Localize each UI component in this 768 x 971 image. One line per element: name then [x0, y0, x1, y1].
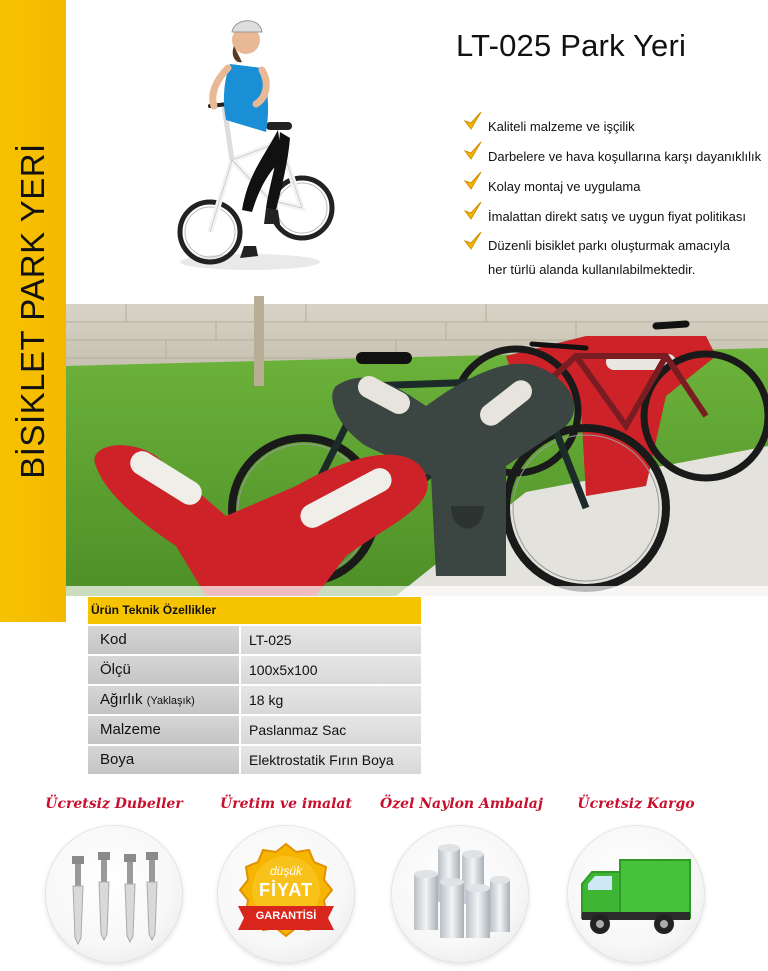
spec-value: LT-025: [241, 626, 421, 654]
badge-title: Özel Naylon Ambalaj: [380, 796, 543, 812]
feature-text: her türlü alanda kullanılabilmektedir.: [488, 262, 696, 277]
nylon-rolls-icon: [392, 826, 528, 962]
delivery-truck-icon: [568, 826, 704, 962]
feature-item: [463, 114, 768, 144]
bike-rack-photo: [66, 296, 768, 596]
spec-key: Boya: [88, 746, 239, 774]
feature-item: [463, 144, 768, 174]
badge-circle: [568, 826, 704, 962]
sidebar-banner: [0, 0, 66, 622]
badge-free-shipping: [556, 796, 716, 962]
cyclist-image: [170, 10, 340, 282]
spec-key: Ağırlık: [100, 691, 143, 708]
feature-item: [463, 204, 768, 234]
badge-title: Üretim ve imalat: [220, 796, 352, 812]
spec-table: [88, 597, 421, 774]
table-row: [88, 714, 421, 744]
check-icon: [463, 110, 483, 132]
sidebar-label: BİSİKLET PARK YERİ: [14, 143, 51, 479]
spec-key: Ölçü: [88, 656, 239, 684]
check-icon: [463, 230, 483, 252]
badge-production: [206, 796, 366, 962]
feature-text: Darbelere ve hava koşullarına karşı dayanıklılık: [488, 149, 762, 164]
feature-text: Kaliteli malzeme ve işçilik: [488, 119, 635, 134]
spec-value: Paslanmaz Sac: [241, 716, 421, 744]
badge-free-dowels: [34, 796, 194, 962]
feature-text-block: [488, 234, 730, 282]
spec-key-cell: [88, 686, 239, 714]
dowel-screws-icon: [46, 826, 182, 962]
feature-text: Düzenli bisiklet parkı oluşturmak amacıyla: [488, 238, 731, 253]
feature-item: [463, 234, 768, 282]
badge-circle: [392, 826, 528, 962]
badge-circle: [46, 826, 182, 962]
seal-big-text: FİYAT: [258, 880, 313, 900]
feature-text: İmalattan direkt satış ve uygun fiyat politikası: [488, 209, 746, 224]
spec-key: Kod: [88, 626, 239, 654]
spec-value: 18 kg: [241, 686, 421, 714]
check-icon: [463, 140, 483, 162]
spec-value: 100x5x100: [241, 656, 421, 684]
check-icon: [463, 170, 483, 192]
feature-text: Kolay montaj ve uygulama: [488, 179, 641, 194]
badge-title: Ücretsiz Kargo: [577, 796, 695, 812]
seal-ribbon-text: GARANTİSİ: [255, 910, 317, 922]
seal-small-text: düşük: [269, 864, 303, 878]
table-row: [88, 744, 421, 774]
spec-key-note: (Yaklaşık): [146, 695, 195, 707]
spec-value: Elektrostatik Fırın Boya: [241, 746, 421, 774]
table-row: [88, 684, 421, 714]
feature-list: [463, 114, 768, 282]
feature-item: [463, 174, 768, 204]
table-row: [88, 624, 421, 654]
badge-nylon-packaging: [380, 796, 543, 962]
spec-key: Malzeme: [88, 716, 239, 744]
table-row: [88, 654, 421, 684]
badge-title: Ücretsiz Dubeller: [45, 796, 183, 812]
badge-circle: [218, 826, 354, 962]
page-title: LT-025 Park Yeri: [456, 28, 687, 63]
spec-table-header: Ürün Teknik Özellikler: [88, 597, 421, 624]
check-icon: [463, 200, 483, 222]
